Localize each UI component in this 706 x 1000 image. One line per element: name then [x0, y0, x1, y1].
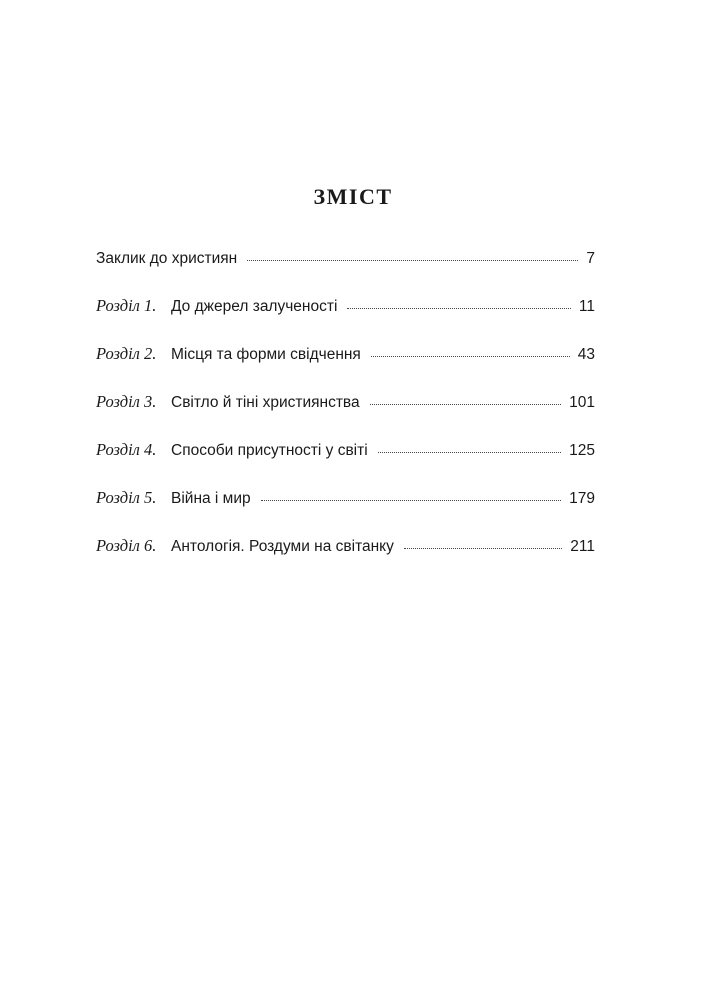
dot-leader: [378, 452, 561, 453]
toc-label: [96, 344, 361, 364]
dot-leader: [404, 548, 562, 549]
toc-entry-chapter-2[interactable]: [96, 344, 595, 392]
toc-chapter-number: Розділ 2.: [96, 344, 157, 363]
toc-title: Антологія. Роздуми на світанку: [171, 538, 394, 555]
toc-entry-chapter-5[interactable]: [96, 488, 595, 536]
table-of-contents: [96, 248, 595, 584]
toc-page-number: 11: [578, 298, 595, 315]
toc-chapter-number: Розділ 3.: [96, 392, 157, 411]
toc-page-number: 43: [577, 346, 595, 363]
toc-label: [96, 488, 251, 508]
toc-page-number: 101: [569, 394, 595, 411]
dot-leader: [261, 500, 562, 501]
toc-title: Заклик до християн: [96, 250, 238, 267]
toc-label: [96, 392, 360, 412]
toc-title: До джерел залученості: [171, 298, 338, 315]
dot-leader: [247, 260, 578, 261]
toc-label: [96, 248, 237, 268]
toc-title: Світло й тіні християнства: [171, 394, 360, 411]
toc-label: [96, 296, 337, 316]
toc-entry-chapter-1[interactable]: [96, 296, 595, 344]
toc-chapter-number: Розділ 5.: [96, 488, 157, 507]
toc-entry-chapter-3[interactable]: [96, 392, 595, 440]
toc-title: Війна і мир: [171, 490, 251, 507]
toc-chapter-number: Розділ 6.: [96, 536, 157, 555]
toc-title: Способи присутності у світі: [171, 442, 368, 459]
toc-label: [96, 536, 394, 556]
toc-page-number: 7: [586, 250, 595, 267]
toc-page-number: 211: [570, 538, 595, 555]
page-title: ЗМІСТ: [313, 184, 393, 209]
toc-entry-chapter-4[interactable]: [96, 440, 595, 488]
toc-page-number: 125: [569, 442, 595, 459]
toc-chapter-number: Розділ 4.: [96, 440, 157, 459]
toc-entry-intro[interactable]: [96, 248, 595, 296]
toc-entry-chapter-6[interactable]: [96, 536, 595, 584]
dot-leader: [347, 308, 571, 309]
toc-title: Місця та форми свідчення: [171, 346, 361, 363]
toc-page-number: 179: [569, 490, 595, 507]
toc-chapter-number: Розділ 1.: [96, 296, 157, 315]
toc-label: [96, 440, 368, 460]
dot-leader: [370, 404, 562, 405]
dot-leader: [371, 356, 570, 357]
